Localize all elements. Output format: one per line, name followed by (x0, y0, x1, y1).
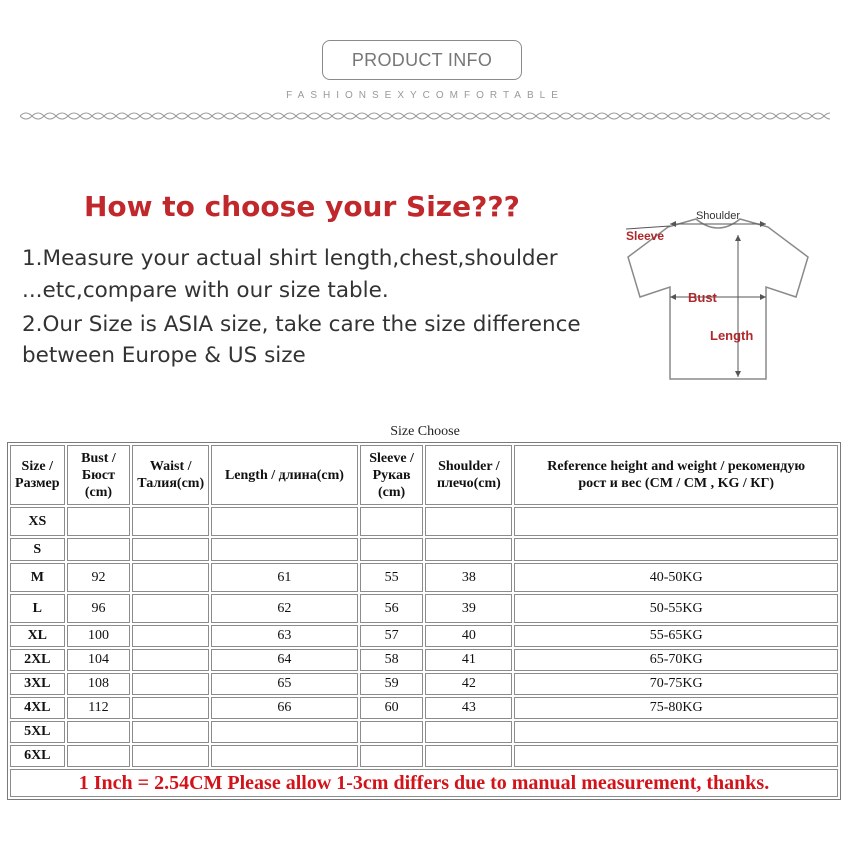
bust-cell: 100 (67, 625, 131, 647)
header-text: Waist / (149, 459, 192, 474)
sleeve-cell: 57 (360, 625, 424, 647)
shoulder-cell (425, 507, 512, 536)
header-text: Bust / (81, 450, 116, 466)
reference-cell (514, 507, 838, 536)
header-text: Талия(cm) (137, 476, 205, 491)
size-cell: XS (10, 507, 65, 536)
shoulder-cell: 42 (425, 673, 512, 695)
instruction-line-4: between Europe & US size (22, 343, 306, 368)
tshirt-outline (628, 219, 808, 379)
header-waist (132, 445, 209, 505)
shoulder-cell: 41 (425, 649, 512, 671)
note-row (10, 769, 838, 797)
bust-cell: 92 (67, 563, 131, 592)
bust-cell (67, 507, 131, 536)
product-info-pill (322, 40, 522, 80)
length-cell: 65 (211, 673, 358, 695)
bust-cell (67, 745, 131, 767)
sleeve-cell (360, 538, 424, 561)
header-text: Size / (21, 459, 54, 474)
sleeve-cell: 60 (360, 697, 424, 719)
waist-cell (132, 649, 209, 671)
header-text: Shoulder / (438, 459, 500, 474)
measurement-note: 1 Inch = 2.54CM Please allow 1-3cm differs due to manual measurement, thanks. (10, 769, 838, 797)
table-row (10, 721, 838, 743)
shoulder-cell: 38 (425, 563, 512, 592)
instruction-line-2: ...etc,compare with our size table. (22, 278, 389, 303)
length-label: Length (710, 328, 754, 343)
size-cell: L (10, 594, 65, 623)
wavy-divider (20, 109, 830, 123)
table-row (10, 649, 838, 671)
sleeve-cell: 58 (360, 649, 424, 671)
size-cell: M (10, 563, 65, 592)
header-text: рост и вес (CM / CM , KG / КГ) (578, 476, 775, 491)
sleeve-cell (360, 721, 424, 743)
reference-cell: 50-55KG (514, 594, 838, 623)
size-cell: 2XL (10, 649, 65, 671)
shoulder-cell: 39 (425, 594, 512, 623)
size-cell: 4XL (10, 697, 65, 719)
reference-cell (514, 721, 838, 743)
sleeve-cell: 55 (360, 563, 424, 592)
table-caption: Size Choose (390, 424, 460, 439)
shoulder-cell: 40 (425, 625, 512, 647)
length-cell: 63 (211, 625, 358, 647)
waist-cell (132, 745, 209, 767)
size-cell: 6XL (10, 745, 65, 767)
length-cell: 62 (211, 594, 358, 623)
length-cell: 61 (211, 563, 358, 592)
header-size (10, 445, 65, 505)
shoulder-cell (425, 721, 512, 743)
table-header-row (10, 445, 838, 505)
header-text: Length / длина(cm) (224, 467, 344, 483)
sleeve-label: Sleeve (626, 229, 665, 243)
header-bust (67, 445, 131, 505)
header-sleeve (360, 445, 424, 505)
bust-label: Bust (688, 290, 717, 305)
waist-cell (132, 673, 209, 695)
waist-cell (132, 563, 209, 592)
product-info-label: PRODUCT INFO (351, 49, 493, 70)
instruction-line-3: 2.Our Size is ASIA size, take care the size difference (22, 312, 581, 337)
length-cell (211, 507, 358, 536)
waist-cell (132, 507, 209, 536)
bust-cell (67, 721, 131, 743)
reference-cell: 40-50KG (514, 563, 838, 592)
length-cell: 66 (211, 697, 358, 719)
shoulder-cell (425, 538, 512, 561)
header-text: Рукав (372, 467, 411, 483)
waist-cell (132, 594, 209, 623)
length-cell: 64 (211, 649, 358, 671)
header-text: (cm) (84, 484, 113, 500)
shoulder-cell (425, 745, 512, 767)
instruction-line-1: 1.Measure your actual shirt length,chest,shoulder (22, 246, 558, 271)
size-table (7, 442, 841, 800)
bust-cell: 104 (67, 649, 131, 671)
size-cell: 5XL (10, 721, 65, 743)
length-cell (211, 745, 358, 767)
size-cell: XL (10, 625, 65, 647)
header-text: Бюст (81, 467, 115, 483)
reference-cell: 75-80KG (514, 697, 838, 719)
size-cell: 3XL (10, 673, 65, 695)
size-guide-title: How to choose your Size??? (84, 190, 520, 223)
size-cell: S (10, 538, 65, 561)
reference-cell: 70-75KG (514, 673, 838, 695)
sleeve-cell: 59 (360, 673, 424, 695)
sleeve-cell: 56 (360, 594, 424, 623)
table-row (10, 538, 838, 561)
sleeve-cell (360, 507, 424, 536)
table-row (10, 745, 838, 767)
waist-cell (132, 697, 209, 719)
reference-cell: 55-65KG (514, 625, 838, 647)
wavy-divider-line (20, 113, 830, 116)
length-cell (211, 538, 358, 561)
shoulder-label: Shoulder (695, 210, 741, 222)
bust-cell (67, 538, 131, 561)
table-row (10, 697, 838, 719)
waist-cell (132, 625, 209, 647)
bust-cell: 96 (67, 594, 131, 623)
reference-cell (514, 745, 838, 767)
header-text: Размер (15, 476, 60, 491)
table-row (10, 507, 838, 536)
table-row (10, 563, 838, 592)
wavy-divider-line (20, 116, 830, 119)
table-row (10, 594, 838, 623)
reference-cell (514, 538, 838, 561)
waist-cell (132, 538, 209, 561)
bust-cell: 112 (67, 697, 131, 719)
waist-cell (132, 721, 209, 743)
table-row (10, 673, 838, 695)
reference-cell: 65-70KG (514, 649, 838, 671)
header-text: Sleeve / (369, 450, 414, 466)
header-text: (cm) (377, 484, 406, 500)
sleeve-cell (360, 745, 424, 767)
bust-cell: 108 (67, 673, 131, 695)
header-shoulder (425, 445, 512, 505)
tshirt-measurement-diagram (618, 205, 818, 385)
tagline: FASHIONSEXYCOMFORTABLE (286, 90, 564, 101)
header-reference (514, 445, 838, 505)
header-length (211, 445, 358, 505)
header-text: Reference height and weight / рекомендую (547, 459, 806, 474)
length-cell (211, 721, 358, 743)
table-row (10, 625, 838, 647)
shoulder-cell: 43 (425, 697, 512, 719)
header-text: плечо(cm) (436, 476, 501, 491)
